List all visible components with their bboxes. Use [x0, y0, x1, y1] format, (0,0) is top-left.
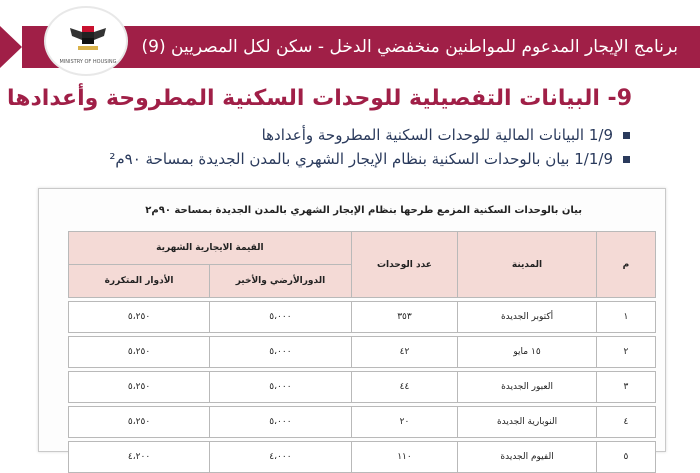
cell-num: ٢	[596, 337, 655, 368]
header-num: م	[596, 232, 655, 298]
bullet-text: 1/1/9 بيان بالوحدات السكنية بنظام الإيجار الشهري بالمدن الجديدة بمساحة ٩٠م²	[109, 150, 613, 168]
cell-units: ٤٤	[351, 372, 457, 403]
cell-ground-last: ٥،٠٠٠	[210, 407, 352, 438]
header-units: عدد الوحدات	[351, 232, 457, 298]
cell-city: الفيوم الجديدة	[458, 442, 597, 473]
cell-units: ٣٥٣	[351, 302, 457, 333]
cell-city: العبور الجديدة	[458, 372, 597, 403]
bullet-square-icon	[623, 132, 630, 139]
cell-city: أكتوبر الجديدة	[458, 302, 597, 333]
cell-units: ٤٢	[351, 337, 457, 368]
cell-repeated: ٥،٢٥٠	[69, 407, 210, 438]
bullet-text: 1/9 البيانات المالية للوحدات السكنية المطروحة وأعدادها	[261, 126, 613, 144]
banner-notch	[0, 26, 22, 68]
cell-ground-last: ٤،٠٠٠	[210, 442, 352, 473]
header-city: المدينة	[458, 232, 597, 298]
cell-num: ٤	[596, 407, 655, 438]
cell-units: ١١٠	[351, 442, 457, 473]
table-row	[69, 337, 656, 368]
cell-city: النوبارية الجديدة	[458, 407, 597, 438]
cell-repeated: ٥،٢٥٠	[69, 337, 210, 368]
cell-repeated: ٥،٢٥٠	[69, 302, 210, 333]
units-table	[68, 231, 656, 473]
cell-ground-last: ٥،٠٠٠	[210, 337, 352, 368]
cell-repeated: ٥،٢٥٠	[69, 372, 210, 403]
cell-ground-last: ٥،٠٠٠	[210, 302, 352, 333]
cell-num: ١	[596, 302, 655, 333]
logo-caption-text: MINISTRY OF HOUSING	[59, 59, 117, 65]
header-ground-last: الدورالأرضي والأخير	[210, 265, 352, 298]
cell-num: ٥	[596, 442, 655, 473]
eagle-emblem-icon	[68, 22, 108, 54]
table-row	[69, 302, 656, 333]
banner-title: برنامج الإيجار المدعوم للمواطنين منخفضي الدخل - سكن لكل المصريين (9)	[141, 37, 678, 57]
table-row	[69, 407, 656, 438]
table-caption: بيان بالوحدات السكنية المزمع طرحها بنظام الإيجار الشهري بالمدن الجديدة بمساحة ٩٠م٢	[145, 205, 582, 216]
bullet-item	[109, 150, 630, 168]
bullet-item	[262, 126, 630, 144]
header-repeated: الأدوار المتكررة	[69, 265, 210, 298]
ministry-logo	[44, 6, 128, 76]
table-row	[69, 442, 656, 473]
cell-ground-last: ٥،٠٠٠	[210, 372, 352, 403]
cell-city: ١٥ مايو	[458, 337, 597, 368]
section-heading: 9- البيانات التفصيلية للوحدات السكنية المطروحة وأعدادها	[7, 86, 632, 111]
header-rent-group: القيمة الايجارية الشهرية	[69, 232, 352, 265]
cell-units: ٢٠	[351, 407, 457, 438]
table-row	[69, 372, 656, 403]
cell-num: ٣	[596, 372, 655, 403]
bullet-square-icon	[623, 156, 630, 163]
cell-repeated: ٤،٢٠٠	[69, 442, 210, 473]
